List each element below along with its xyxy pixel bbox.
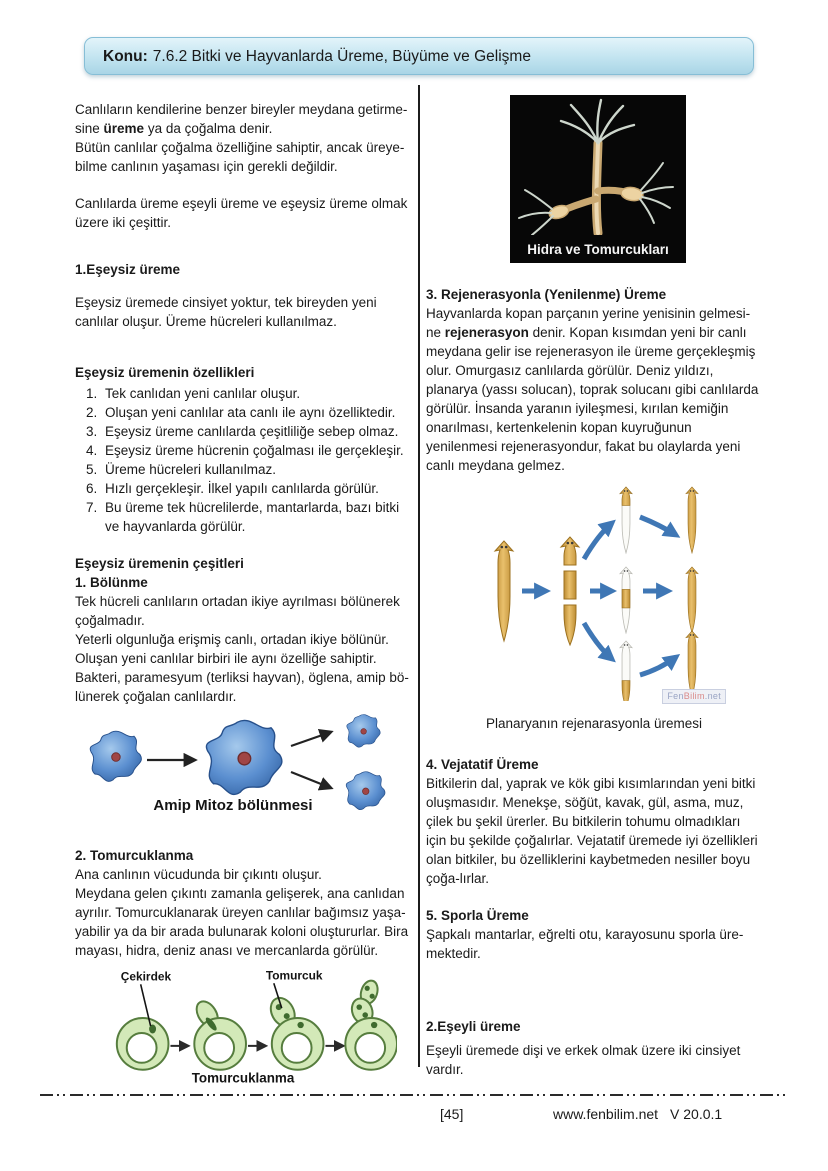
grown-amoeba (206, 720, 281, 794)
fission-paragraph-3: Oluşan yeni canlılar birbiri ile aynı özelliğe sahiptir. (75, 651, 377, 666)
planaria-new-individuals (686, 487, 698, 697)
version-label: V 20.0.1 (670, 1106, 723, 1122)
yeast-cell-3 (266, 994, 323, 1070)
planaria-regeneration-figure (480, 479, 726, 706)
budding-figure (89, 966, 397, 1091)
hydra-right-bud (598, 163, 673, 223)
list-item: 6. Hızlı gerçekleşir. İlkel yapılı canlılarda görülür. (101, 479, 409, 498)
hydra-figure-caption: Hidra ve Tomurcukları (527, 242, 669, 257)
bud-label: Tomurcuk (265, 968, 323, 983)
hydra-photo-figure (510, 95, 686, 263)
asexual-features-list (75, 384, 409, 536)
yeast-budding-illustration (89, 966, 397, 1086)
column-divider (418, 85, 420, 1067)
budding-heading: 2. Tomurcuklanma (75, 848, 194, 863)
regeneration-paragraph (426, 304, 762, 475)
yeast-cell-2 (192, 998, 246, 1070)
list-item: 3. Eşeysiz üreme canlılarda çeşitliliğe sebep olmaz. (101, 422, 409, 441)
vegetative-heading: 4. Vejatatif Üreme (426, 757, 539, 772)
fission-heading: 1. Bölünme (75, 575, 148, 590)
regeneration-heading: 3. Rejenerasyonla (Yenilenme) Üreme (426, 287, 667, 302)
intro-paragraph-2: Bütün canlılar çoğalma özelliğine sahiptir, ancak üreye-bilme canlının yaşaması için gerekli değildir. (75, 140, 405, 174)
blue-arrow-curve-icon (640, 657, 676, 675)
blue-arrow-curve-up-icon (584, 523, 612, 559)
regen-keyword: rejenerasyon (444, 325, 529, 340)
planaria-illustration (480, 479, 726, 701)
list-item: 7. Bu üreme tek hücrelilerde, mantarlarda, bazı bitki ve hayvanlarda görülür. (101, 498, 409, 536)
watermark-text: Bilim (683, 691, 705, 701)
watermark-text: .net (704, 691, 721, 701)
watermark-text: Fen (667, 691, 684, 701)
fission-paragraph-4: Bakteri, paramesyum (terliksi hayvan), öglena, amip bö-lünerek çoğalan canlılardır. (75, 670, 409, 704)
site-url: www.fenbilim.net (553, 1106, 659, 1122)
asexual-heading: 1.Eşeysiz üreme (75, 262, 181, 277)
footer-divider-line (40, 1094, 788, 1096)
blue-arrow-curve-down-icon (584, 623, 612, 659)
sexual-paragraph: Eşeyli üremede dişi ve erkek olmak üzere iki cinsiyet vardır. (426, 1043, 741, 1077)
list-item: 5. Üreme hücreleri kullanılmaz. (101, 460, 409, 479)
left-column (75, 100, 409, 1091)
hydra-left-bud (519, 190, 596, 235)
amoeba-mitosis-figure (75, 712, 397, 821)
features-heading: Eşeysiz üremenin özellikleri (75, 365, 255, 380)
fenbilim-watermark (662, 689, 726, 704)
daughter-amoeba-bottom (346, 772, 385, 810)
intro-keyword-ureme: üreme (103, 121, 145, 136)
sexual-heading: 2.Eşeyli üreme (426, 1019, 521, 1034)
yeast-cell-1 (117, 1018, 169, 1070)
intro-paragraph (75, 100, 409, 138)
budding-paragraph-2: Meydana gelen çıkıntı zamanla gelişerek, ana canlıdan ayrılır. Tomurcuklanarak üreyen canlılar bağımsız yaşa-yabilir ya da bir arada bulunarak koloni oluştururlar. Bira mayası, hidra, deniz anası ve mercanlarda görülür. (75, 886, 409, 958)
blue-arrow-curve-icon (640, 517, 676, 535)
amoeba-figure-caption: Amip Mitoz bölünmesi (153, 797, 313, 814)
intro-text: Canlıların kendilerine benzer bireyler meydana getirme-sine (75, 102, 408, 136)
asexual-paragraph: Eşeysiz üremede cinsiyet yoktur, tek bireyden yeni canlılar oluşur. Üreme hücreleri kullanılmaz. (75, 295, 377, 329)
budding-figure-caption: Tomurcuklanma (191, 1070, 295, 1086)
spore-heading: 5. Sporla Üreme (426, 908, 529, 923)
fission-paragraph-2: Yeterli olgunluğa erişmiş canlı, ortadan ikiye bölünür. (75, 632, 389, 647)
parent-amoeba-small (90, 731, 141, 781)
list-item: 4. Eşeysiz üreme hücrenin çoğalması ile gerçekleşir. (101, 441, 409, 460)
topic-label: Konu: (103, 47, 148, 65)
planaria-cut-pieces (561, 537, 579, 645)
regen-text: Hayvanlarda kopan parçanın yerine yenisinin gelmesi-ne (426, 306, 751, 340)
hydra-top-tentacles (561, 100, 634, 143)
budding-paragraph-1: Ana canlının vücudunda bir çıkıntı oluşur. (75, 867, 322, 882)
daughter-amoeba-top (347, 714, 380, 747)
amoeba-mitosis-illustration (75, 712, 397, 816)
arrow-up-right-icon (291, 732, 331, 746)
list-item: 2. Oluşan yeni canlılar ata canlı ile aynı özelliktedir. (101, 403, 409, 422)
nucleus-label: Çekirdek (120, 969, 172, 984)
types-heading: Eşeysiz üremenin çeşitleri (75, 556, 244, 571)
planaria-whole (495, 541, 513, 641)
planaria-regenerating (620, 487, 632, 701)
vegetative-paragraph: Bitkilerin dal, yaprak ve kök gibi kısımlarından yeni bitki oluşmasıdır. Menekşe, söğüt, kavak, gül, asma, muz, çilek bu şekil ürerler. Bu bitkilerin tohumu olmadıkları için bu şekilde çoğalırlar. Vejatatif üremede iyi özellikleri olan bitkiler, bu özelliklerini kaybetmeden nesiller boyu çoğa-lırlar. (426, 776, 758, 886)
topic-header-bar (84, 37, 754, 75)
spore-paragraph: Şapkalı mantarlar, eğrelti otu, karayosunu sporla üre-mektedir. (426, 927, 744, 961)
fission-paragraph-1: Tek hücreli canlıların ortadan ikiye ayrılması bölünerek çoğalmadır. (75, 594, 400, 628)
right-column (426, 95, 762, 1079)
website-reference (553, 1105, 722, 1124)
page-number: [45] (440, 1106, 464, 1122)
yeast-cell-4 (345, 978, 397, 1069)
hydra-illustration (510, 95, 686, 235)
intro-text-end: ya da çoğalma denir. (144, 121, 273, 136)
planaria-figure-caption: Planaryanın rejenarasyonla üremesi (485, 716, 703, 731)
list-item: 1. Tek canlıdan yeni canlılar oluşur. (101, 384, 409, 403)
arrow-down-right-icon (291, 772, 331, 788)
topic-title: 7.6.2 Bitki ve Hayvanlarda Üreme, Büyüme ve Gelişme (152, 47, 531, 65)
reproduction-types-paragraph: Canlılarda üreme eşeyli üreme ve eşeysiz üreme olmak üzere iki çeşittir. (75, 196, 408, 230)
regen-text-end: denir. Kopan kısımdan yeni bir canlı meydana gelir ise rejenerasyon ile üreme gerçekleşmiş olur. Omurgasız canlılarda görülür. Deniz yıldızı, planarya (yassı solucan), toprak solucanı gibi canlılarda görülür. İnsanda yaranın iyileşmesi, kırılan kemiğin onarılması, kertenkelenin kopan kuyruğunun yenilenmesi rejenerasyondur, fakat bu olaylarda yeni canlı meydana gelmez. (426, 325, 759, 473)
